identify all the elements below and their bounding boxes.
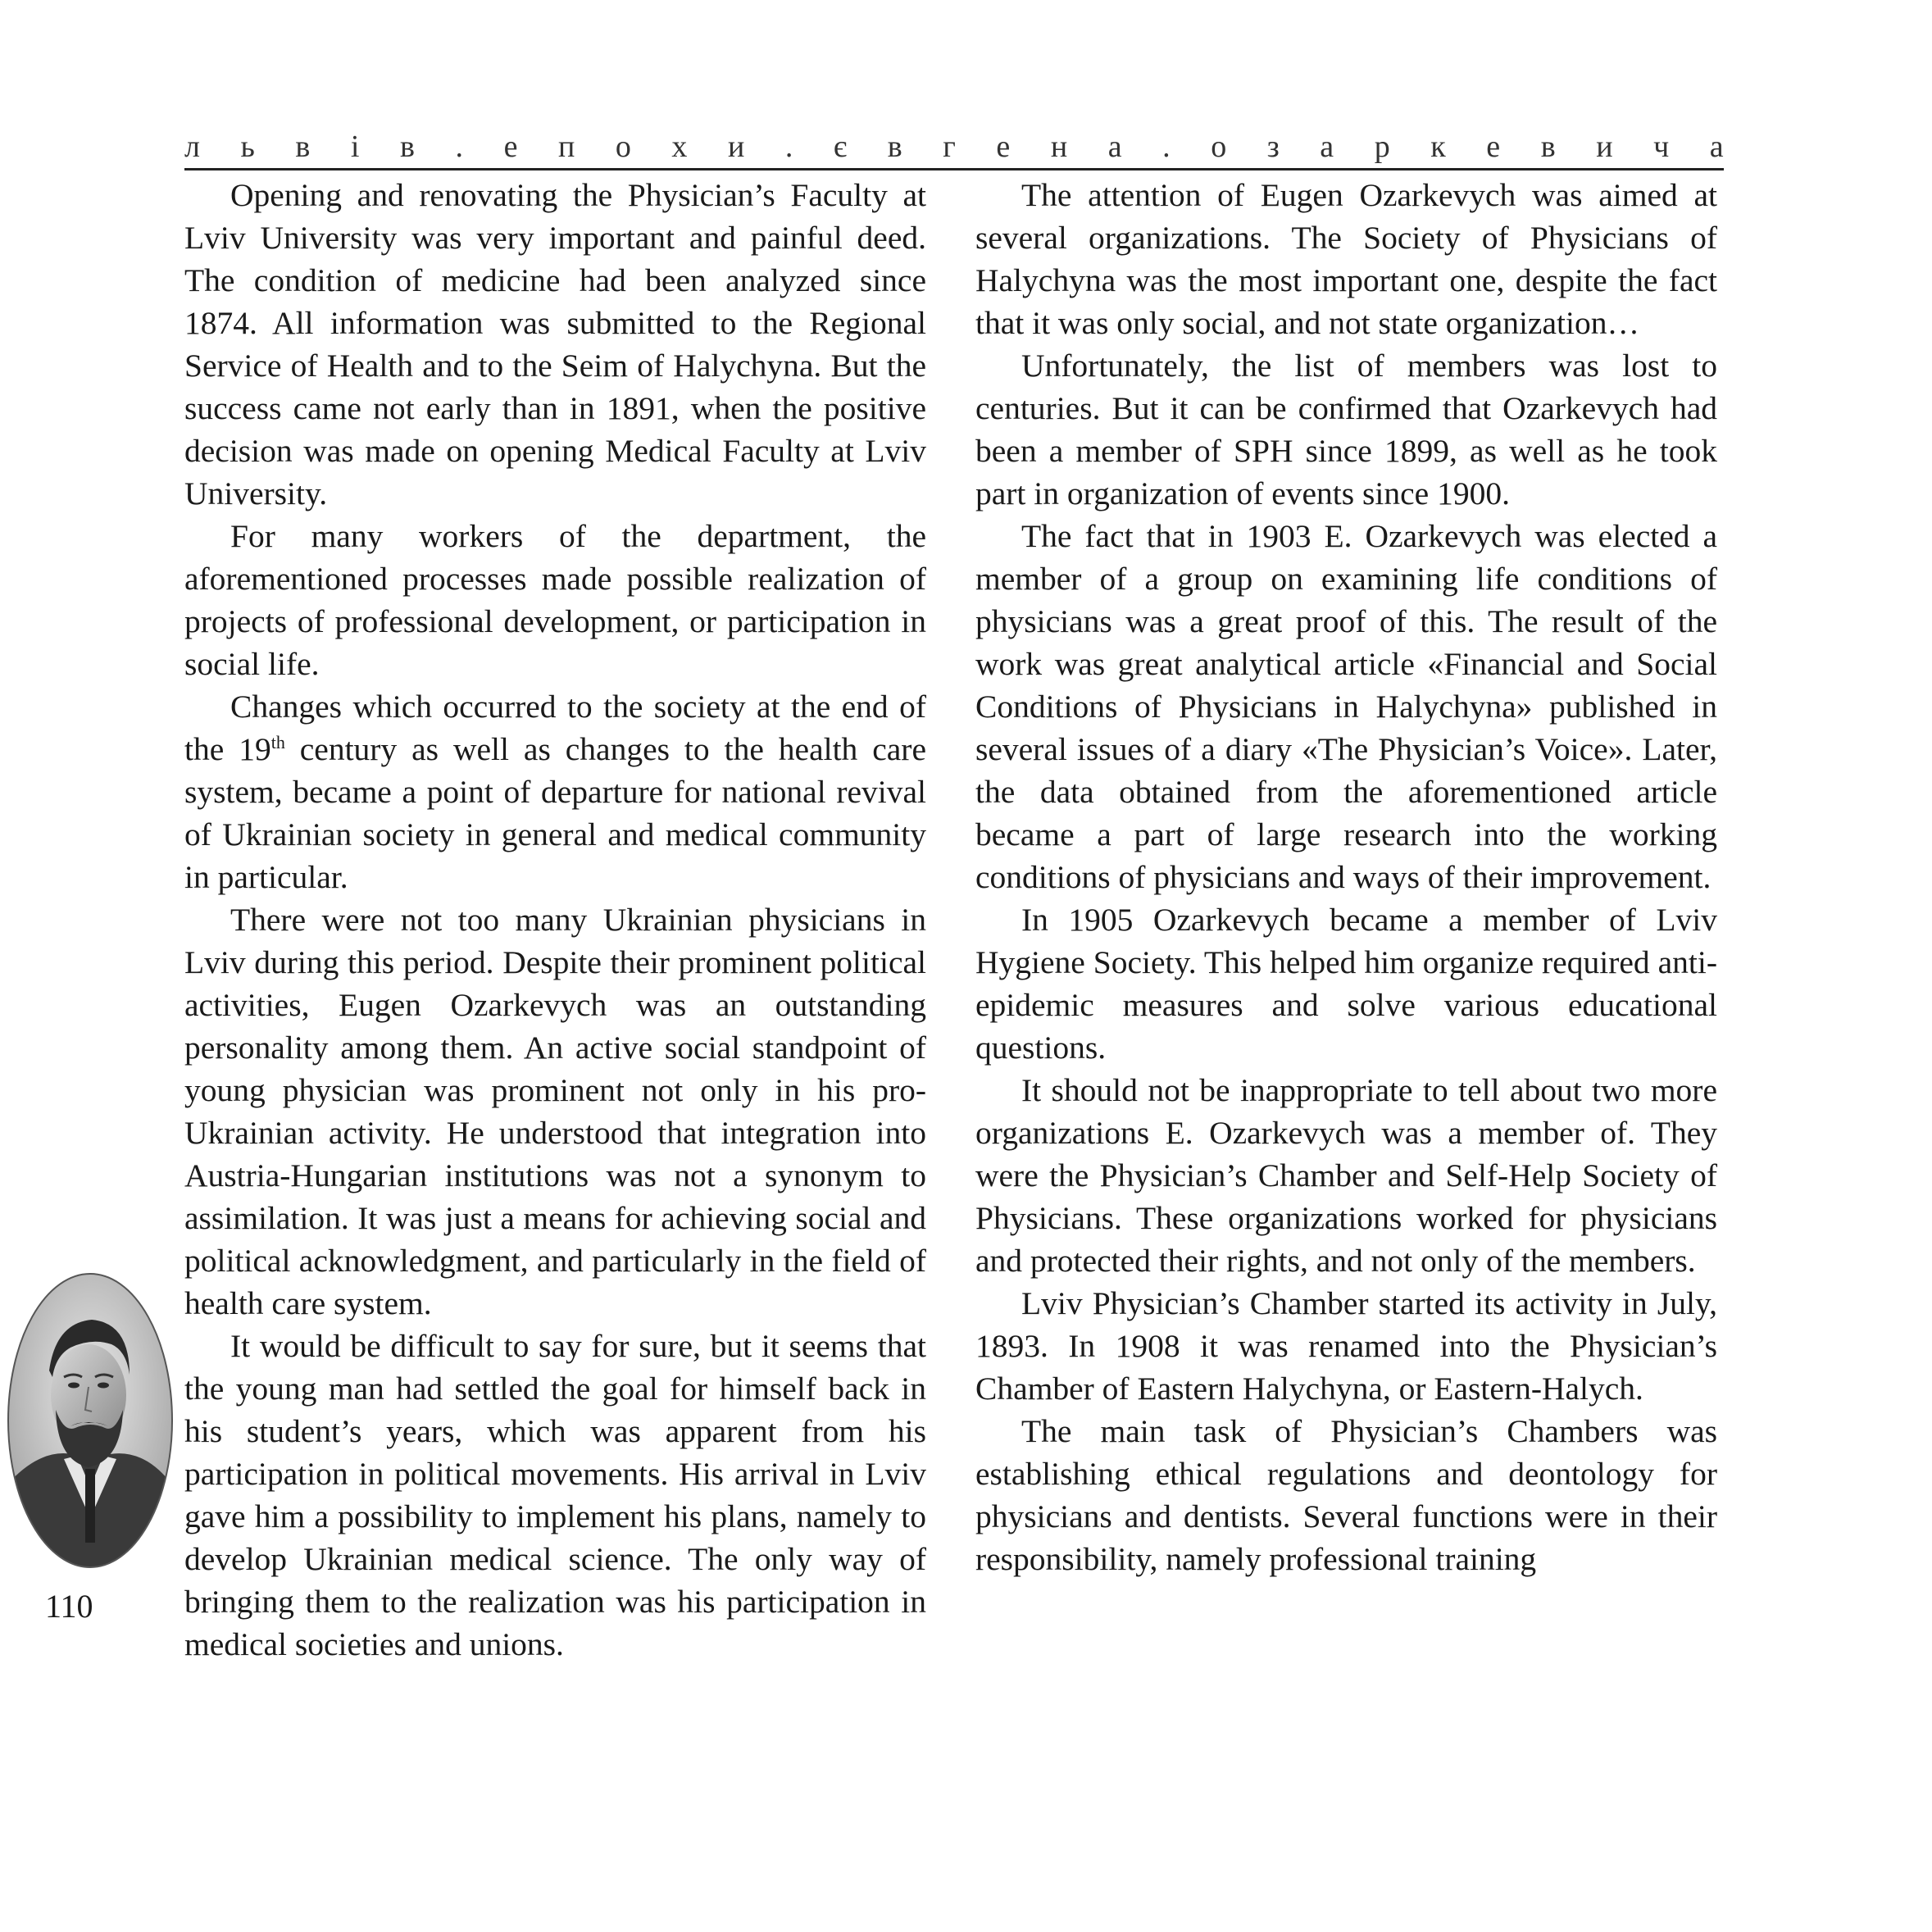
paragraph: Unfortunately, the list of members was lost to centuries. But it can be confirmed that Ozarkevych had been a member of SPH since 1899, as well as he took part in organization of events since 1900. [975, 348, 1717, 511]
paragraph [184, 685, 926, 898]
running-head-letter: о [615, 130, 631, 164]
paragraph: For many workers of the department, the aforementioned processes made possible realization of projects of professional development, or participation in social life. [184, 518, 926, 682]
paragraph: There were not too many Ukrainian physicians in Lviv during this period. Despite their prominent political activities, Eugen Ozarkevych was an outstanding personality among them. An active social standpoint of young physician was prominent not only in his pro-Ukrainian activity. He understood that integration into Austria-Hungarian institutions was not a synonym to assimilation. It was just a means for achieving social and political acknowledgment, and particularly in the field of health care system. [184, 902, 926, 1321]
running-head-letter: в [1540, 130, 1556, 164]
running-head-letter: а [1320, 130, 1334, 164]
running-head-letter: . [455, 130, 464, 164]
paragraph: Lviv Physician’s Chamber started its activity in July, 1893. In 1908 it was renamed into the Physician’s Chamber of Eastern Halychyna, or Eastern-Halych. [975, 1285, 1717, 1407]
paragraph: In 1905 Ozarkevych became a member of Lviv Hygiene Society. This helped him organize required anti-epidemic measures and solve various educational questions. [975, 902, 1717, 1066]
running-head-letter: и [1596, 130, 1613, 164]
paragraph: The fact that in 1903 E. Ozarkevych was elected a member of a group on examining life conditions of physicians was a great proof of this. The result of the work was great analytical article «Financial and Social Conditions of Physicians in Halychyna» published in several issues of a diary «The Physician’s Voice». Later, the data obtained from the aforementioned article became a part of large research into the working conditions of physicians and ways of their improvement. [975, 518, 1717, 895]
portrait-photo [7, 1272, 174, 1569]
running-head-letter: е [503, 130, 518, 164]
left-column [184, 174, 926, 1666]
header-rule [184, 168, 1724, 170]
running-head-letter: і [350, 130, 360, 164]
running-head-letter: ч [1653, 130, 1670, 164]
running-head-letter: р [1374, 130, 1390, 164]
running-head-letter: н [1050, 130, 1068, 164]
running-head-letter: п [557, 130, 575, 164]
running-head-letter: в [887, 130, 902, 164]
paragraph: It would be difficult to say for sure, but it seems that the young man had settled the goal for himself back in his student’s years, which was apparent from his participation in political movements. His arrival in Lviv gave him a possibility to implement his plans, namely to develop Ukrainian medical science. The only way of bringing them to the realization was his participation in medical societies and unions. [184, 1328, 926, 1662]
running-head-letter: ь [240, 130, 255, 164]
running-head [184, 131, 1724, 162]
running-head-letter: з [1266, 130, 1280, 164]
running-head-letter: е [1486, 130, 1501, 164]
running-head-letter: о [1211, 130, 1227, 164]
paragraph-text: Changes which occurred to the society at the end of the 19 [184, 689, 926, 767]
running-head-letter: и [727, 130, 745, 164]
running-head-letter: а [1709, 130, 1724, 164]
running-head-letter: а [1107, 130, 1122, 164]
running-head-letter: г [943, 130, 956, 164]
running-head-letter: . [784, 130, 793, 164]
running-head-letter: х [671, 130, 688, 164]
running-head-letter: в [295, 130, 311, 164]
running-head-letter: л [184, 130, 200, 164]
paragraph-text: century as well as changes to the health care system, became a point of departure for national revival of Ukrainian society in general and medical community in particular. [184, 731, 926, 895]
paragraph: It should not be inappropriate to tell about two more organizations E. Ozarkevych was a member of. They were the Physician’s Chamber and Self-Help Society of Physicians. These organizations worked for physicians and protected their rights, and not only of the members. [975, 1072, 1717, 1279]
running-head-letter: є [833, 130, 848, 164]
superscript: th [270, 731, 285, 752]
running-head-letter: в [400, 130, 415, 164]
page-number: 110 [45, 1588, 93, 1625]
running-head-letter: . [1162, 130, 1171, 164]
paragraph: Opening and renovating the Physician’s Faculty at Lviv University was very important and painful deed. The condition of medicine had been analyzed since 1874. All information was submitted to the Regional Service of Health and to the Seim of Halychyna. But the success came not early than in 1891, when the positive decision was made on opening Medical Faculty at Lviv University. [184, 177, 926, 511]
paragraph: The main task of Physician’s Chambers was establishing ethical regulations and deontology for physicians and dentists. Several functions were in their responsibility, namely professional training [975, 1413, 1717, 1577]
right-column [975, 174, 1717, 1580]
running-head-letter: е [996, 130, 1011, 164]
running-head-letter: к [1430, 130, 1446, 164]
paragraph: The attention of Eugen Ozarkevych was aimed at several organizations. The Society of Physicians of Halychyna was the most important one, despite the fact that it was only social, and not state organization… [975, 177, 1717, 341]
